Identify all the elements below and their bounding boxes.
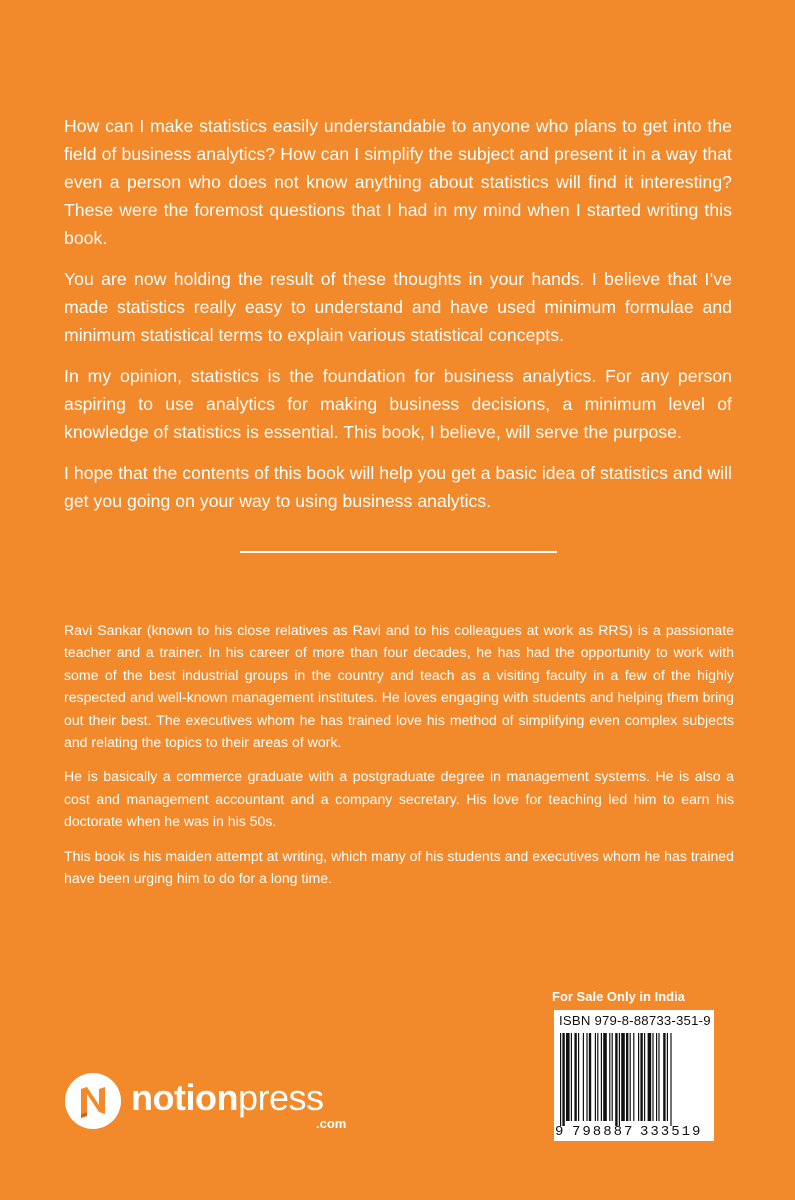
barcode-bar	[571, 1033, 572, 1121]
barcode-bar	[589, 1033, 591, 1121]
publisher-name-light: press	[237, 1077, 324, 1118]
isbn-barcode	[554, 1010, 714, 1141]
barcode-bar	[648, 1033, 652, 1121]
barcode-digit-group-2: 333519	[640, 1124, 703, 1140]
barcode-bar	[633, 1033, 634, 1121]
barcode-bar	[583, 1033, 584, 1121]
barcode-bar	[638, 1033, 639, 1121]
barcode-digits	[554, 1124, 714, 1141]
barcode-bar	[652, 1033, 653, 1121]
notion-press-logo-icon	[64, 1072, 122, 1130]
bio-paragraph: This book is his maiden attempt at writing, which many of his students and executives whom he has trained have been urging him to do for a long time.	[64, 847, 734, 887]
barcode-bar	[640, 1033, 642, 1121]
barcode-bar	[586, 1033, 587, 1121]
barcode-bar	[644, 1033, 645, 1121]
bio-paragraph: He is basically a commerce graduate with a postgraduate degree in management systems. He is also a cost and management accountant and a company secretary. His love for teaching led him to earn his doctorate when he was in his 50s.	[64, 768, 734, 830]
barcode-bar	[670, 1033, 671, 1126]
publisher-wordmark	[131, 1078, 323, 1118]
book-blurb	[64, 112, 732, 528]
publisher-domain-suffix: .com	[316, 1116, 347, 1131]
barcode-bar	[658, 1033, 659, 1121]
publisher-name-bold: notion	[131, 1077, 238, 1118]
barcode-bar	[619, 1033, 620, 1126]
barcode-bar	[595, 1033, 596, 1121]
barcode-bar	[615, 1033, 617, 1126]
barcode-bar	[574, 1033, 576, 1121]
publisher-logo	[64, 1072, 364, 1132]
barcode-bar	[560, 1033, 561, 1126]
blurb-paragraph: In my opinion, statistics is the foundation for business analytics. For any person aspiring to use analytics for making business decisions, a minimum level of knowledge of statistics is essential. This book, I believe, will serve the purpose.	[64, 366, 732, 442]
barcode-bar	[601, 1033, 602, 1121]
isbn-label: ISBN 979-8-88733-351-9	[559, 1013, 711, 1028]
barcode-bar	[656, 1033, 657, 1121]
barcode-bar	[566, 1033, 570, 1121]
barcode-bar	[562, 1033, 564, 1126]
barcode-bar	[603, 1033, 607, 1121]
blurb-paragraph: How can I make statistics easily understandable to anyone who plans to get into the field of business analytics? How can I simplify the subject and present it in a way that even a person who does not know anything about statistics will find it interesting? These were the foremost questions that I had in my mind when I started writing this book.	[64, 116, 732, 248]
barcode-bar	[630, 1033, 631, 1121]
section-divider	[240, 551, 557, 553]
barcode-bar	[663, 1033, 665, 1121]
barcode-bar	[612, 1033, 613, 1121]
blurb-paragraph: I hope that the contents of this book will help you get a basic idea of statistics and will get you going on your way to using business analytics.	[64, 463, 732, 511]
barcode-bar	[667, 1033, 668, 1121]
blurb-paragraph: You are now holding the result of these thoughts in your hands. I believe that I’ve made statistics really easy to understand and have used minimum formulae and minimum statistical terms to explain various statistical concepts.	[64, 269, 732, 345]
barcode-bar	[621, 1033, 625, 1121]
barcode-bar	[626, 1033, 628, 1121]
barcode-bar	[609, 1033, 610, 1121]
barcode-digit-first: 9	[555, 1124, 564, 1140]
author-bio	[64, 619, 734, 901]
bio-paragraph: Ravi Sankar (known to his close relatives as Ravi and to his colleagues at work as RRS) is a passionate teacher and a trainer. In his career of more than four decades, he has had the opportunity to work with some of the best industrial groups in the country and teach as a visiting faculty in a few of the highly respected and well-known management institutes. He loves engaging with students and helping them bring out their best. The executives whom he has trained love his method of simplifying even complex subjects and relating the topics to their areas of work.	[64, 622, 734, 751]
barcode-bar	[597, 1033, 598, 1121]
barcode-digit-group-1: 798887	[572, 1124, 635, 1140]
sale-restriction-note: For Sale Only in India	[552, 989, 685, 1004]
barcode-bar	[578, 1033, 579, 1121]
barcode-bars	[560, 1033, 708, 1126]
